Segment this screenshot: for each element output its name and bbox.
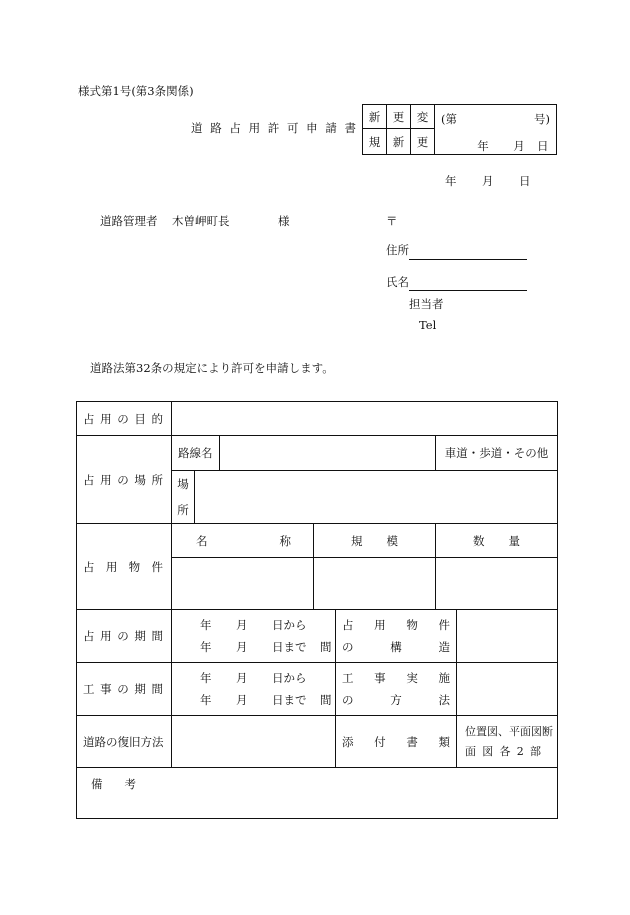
period-from-suffix: 日から <box>272 618 307 632</box>
number-prefix: (第 <box>441 112 457 126</box>
address-field[interactable] <box>409 259 527 260</box>
period-to-suffix: 日まで <box>272 640 307 654</box>
title-char: 請 <box>325 121 337 135</box>
period-year: 年 <box>200 671 212 685</box>
type-new-char2[interactable]: 規 <box>363 129 387 155</box>
period-month: 月 <box>236 618 248 632</box>
label-char: 用 <box>374 618 386 632</box>
label-char: 所 <box>151 472 163 487</box>
label-char: 用 <box>105 559 118 574</box>
label-char: 物 <box>128 559 141 574</box>
place-field[interactable] <box>195 471 558 524</box>
date-day: 日 <box>519 174 531 188</box>
label-char: 工 <box>342 671 354 685</box>
attachments-value <box>457 716 558 768</box>
attachments-line2 <box>465 742 549 762</box>
label-char: 間 <box>151 682 163 696</box>
label-char: 面 <box>465 744 476 758</box>
tel-label: Tel <box>419 318 437 332</box>
method-field[interactable] <box>457 663 558 716</box>
label-char: 用 <box>100 629 112 643</box>
label-char: 名 <box>196 533 208 548</box>
contact-label: 担当者 <box>409 297 444 311</box>
label-char: 事 <box>100 682 112 696</box>
label-char: 模 <box>386 533 398 548</box>
title-char: 許 <box>267 121 280 135</box>
label-char: 書 <box>406 734 418 749</box>
restoration-label: 道路の復旧方法 <box>77 716 172 768</box>
road-type-options[interactable]: 車道・歩道・その他 <box>436 436 558 471</box>
label-char: 方 <box>390 693 402 707</box>
application-table <box>76 401 558 819</box>
label-char: 件 <box>151 559 163 574</box>
type-renew-char2[interactable]: 新 <box>387 129 411 155</box>
title-char: 書 <box>344 121 356 135</box>
restoration-field[interactable] <box>172 716 336 768</box>
construction-period-label <box>77 663 172 716</box>
label-char: 法 <box>438 693 450 707</box>
document-title <box>191 123 356 135</box>
type-new-char1[interactable]: 新 <box>363 105 387 129</box>
label-char: 量 <box>508 533 520 548</box>
label-char: 期 <box>134 629 146 643</box>
construction-period-field[interactable] <box>172 663 336 716</box>
label-char: 規 <box>351 533 363 548</box>
permit-number-cell[interactable] <box>435 105 557 155</box>
method-label <box>336 663 457 716</box>
label-char: 所 <box>177 503 189 517</box>
label-char: 図 <box>482 744 494 758</box>
label-char: 占 <box>83 411 95 426</box>
period-month: 月 <box>236 693 248 707</box>
label-char: 的 <box>151 411 163 426</box>
label-char: 占 <box>342 618 354 632</box>
form-number: 様式第1号(第3条関係) <box>78 84 194 98</box>
intro-text: 道路法第32条の規定により許可を申請します。 <box>90 361 334 375</box>
date-year: 年 <box>445 174 457 188</box>
type-renew-char1[interactable]: 更 <box>387 105 411 129</box>
period-to-suffix: 日まで <box>272 693 307 707</box>
label-char: 用 <box>100 472 112 487</box>
label-char: 実 <box>406 671 418 685</box>
object-label <box>77 524 172 610</box>
label-char: 事 <box>374 671 386 685</box>
route-name-label: 路線名 <box>172 436 220 471</box>
address-label: 住所 <box>386 243 409 257</box>
object-scale-field[interactable] <box>314 558 436 610</box>
label-char: 占 <box>83 472 95 487</box>
label-char: 部 <box>530 744 541 758</box>
period-month: 月 <box>236 671 248 685</box>
title-char: 可 <box>286 121 299 135</box>
label-char: 数 <box>473 533 485 548</box>
postal-mark: 〒 <box>386 214 398 228</box>
object-quantity-field[interactable] <box>436 558 558 610</box>
label-char: 各 <box>499 744 511 758</box>
period-tail: 間 <box>320 640 332 654</box>
label-char: 間 <box>151 629 163 643</box>
recipient-honorific: 様 <box>278 214 290 228</box>
label-char: 添 <box>342 734 354 749</box>
label-char: 目 <box>134 411 146 426</box>
label-char: 構 <box>390 640 402 654</box>
purpose-field[interactable] <box>172 402 558 436</box>
label-char: 2 <box>516 744 524 758</box>
label-char: の <box>117 629 129 643</box>
label-char: 考 <box>124 777 136 791</box>
label-char: 工 <box>83 682 95 696</box>
period-year: 年 <box>200 640 212 654</box>
title-char: 申 <box>306 121 318 135</box>
label-char: 期 <box>134 682 146 696</box>
remarks-label <box>77 768 557 792</box>
col-name-header <box>172 524 314 558</box>
label-char: 物 <box>406 618 418 632</box>
structure-field[interactable] <box>457 610 558 663</box>
attachments-line1: 位置図、平面図断 <box>465 724 553 738</box>
title-char: 用 <box>248 121 261 135</box>
label-char: 場 <box>134 472 146 487</box>
label-char: の <box>117 472 129 487</box>
number-suffix: 号) <box>534 112 550 126</box>
permit-month: 月 <box>513 139 525 153</box>
application-type-box <box>362 104 557 155</box>
place-label <box>172 471 195 524</box>
permit-day: 日 <box>537 139 549 153</box>
label-char: 付 <box>374 734 386 749</box>
title-char: 占 <box>229 121 241 135</box>
period-month: 月 <box>236 640 248 654</box>
name-label: 氏名 <box>386 275 409 289</box>
type-change-char1[interactable]: 変 <box>411 105 435 129</box>
occupation-period-label <box>77 610 172 663</box>
label-char: 称 <box>279 533 291 548</box>
col-quantity-header <box>436 524 558 558</box>
recipient-title: 道路管理者 <box>100 214 158 228</box>
label-char: の <box>342 640 354 654</box>
attachments-label <box>336 716 457 768</box>
route-name-field[interactable] <box>220 436 436 471</box>
label-char: 占 <box>83 559 95 574</box>
structure-label <box>336 610 457 663</box>
occupation-period-field[interactable] <box>172 610 336 663</box>
title-char: 道 <box>191 121 203 135</box>
date-month: 月 <box>482 174 494 188</box>
label-char: 類 <box>438 734 450 749</box>
application-date[interactable] <box>445 176 531 188</box>
period-year: 年 <box>200 693 212 707</box>
label-char: 造 <box>438 640 450 654</box>
label-char: 用 <box>100 411 112 426</box>
period-from-suffix: 日から <box>272 671 307 685</box>
purpose-label <box>77 402 172 436</box>
remarks-field[interactable] <box>77 768 558 819</box>
label-char: 場 <box>177 477 189 491</box>
title-char: 路 <box>210 121 222 135</box>
col-scale-header <box>314 524 436 558</box>
name-field[interactable] <box>409 290 527 291</box>
recipient-name: 木曽岬町長 <box>172 214 230 228</box>
type-change-char2[interactable]: 更 <box>411 129 435 155</box>
period-year: 年 <box>200 618 212 632</box>
label-char: 備 <box>91 777 103 791</box>
label-char: の <box>117 411 129 426</box>
location-label <box>77 436 172 524</box>
permit-year: 年 <box>477 139 489 153</box>
period-tail: 間 <box>320 693 332 707</box>
label-char: 施 <box>438 671 450 685</box>
label-char: 件 <box>438 618 450 632</box>
label-char: の <box>117 682 129 696</box>
label-char: の <box>342 693 354 707</box>
object-name-field[interactable] <box>172 558 314 610</box>
label-char: 占 <box>83 629 95 643</box>
